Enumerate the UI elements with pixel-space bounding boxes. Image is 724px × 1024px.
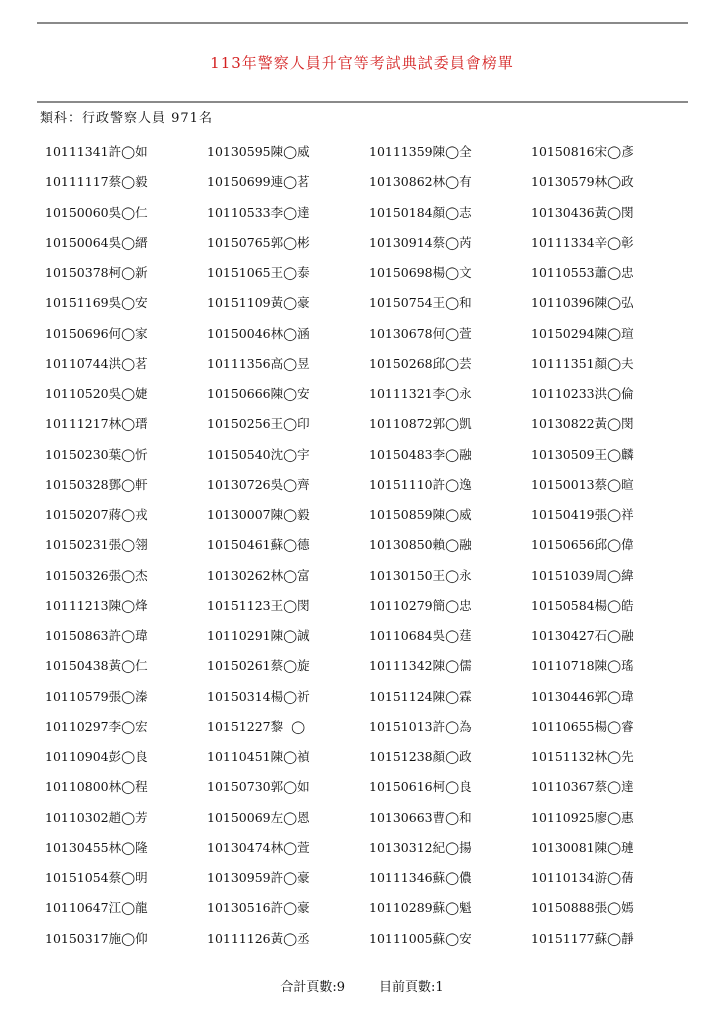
list-item: 10150540沈◯宇 <box>207 446 310 462</box>
list-item: 10150765郭◯彬 <box>207 234 310 250</box>
list-item: 10150754王◯和 <box>369 295 472 311</box>
list-item: 10130262林◯富 <box>207 567 310 583</box>
list-item: 10151065王◯泰 <box>207 265 310 280</box>
list-item: 10150326張◯杰 <box>45 567 148 583</box>
category-label: 類科：行政警察人員 971名 <box>40 111 213 126</box>
list-item: 10130509王◯麟 <box>531 446 634 462</box>
list-item: 10111217林◯瑨 <box>45 416 148 432</box>
list-item: 10130150王◯永 <box>369 567 472 583</box>
list-item: 10150616柯◯良 <box>369 779 472 795</box>
list-item: 10110533李◯達 <box>207 204 310 220</box>
list-item: 10150256王◯印 <box>207 416 310 432</box>
list-item: 10130862林◯有 <box>369 174 472 190</box>
list-item: 10151177蘇◯靜 <box>531 930 634 946</box>
list-item: 10151039周◯緯 <box>531 567 634 583</box>
list-item: 10111117蔡◯毅 <box>45 174 148 190</box>
list-item: 10130595陳◯威 <box>207 144 310 159</box>
list-item: 10110289蘇◯魁 <box>369 900 472 916</box>
list-item: 10111126黃◯丞 <box>207 930 310 946</box>
list-item: 10111356高◯昱 <box>207 355 310 371</box>
list-item: 10150696何◯家 <box>45 325 148 341</box>
list-item: 10150064吳◯縉 <box>45 234 148 250</box>
list-item: 10110872郭◯凱 <box>369 416 472 432</box>
list-item: 10150268邱◯芸 <box>369 355 472 371</box>
list-item: 10150419張◯祥 <box>531 507 634 522</box>
list-item: 10110718陳◯瑤 <box>531 658 634 674</box>
top-rule <box>37 22 688 24</box>
list-item: 10130663曹◯和 <box>369 809 472 825</box>
list-item: 10130427石◯融 <box>531 628 634 643</box>
list-item: 10130436黃◯閔 <box>531 204 634 220</box>
page-title: 113年警察人員升官等考試典試委員會榜單 <box>210 54 514 72</box>
list-item: 10150317施◯仰 <box>45 930 148 946</box>
page-footer <box>0 976 724 995</box>
list-item: 10110684吳◯莛 <box>369 628 472 643</box>
list-item: 10150231張◯翎 <box>45 537 148 553</box>
list-item: 10130081陳◯璉 <box>531 839 634 855</box>
list-item: 10130474林◯萱 <box>207 839 310 855</box>
current-page: 目前頁數:1 <box>379 980 444 995</box>
list-item: 10151238顏◯政 <box>369 749 472 764</box>
total-pages: 合計頁數:9 <box>280 980 345 995</box>
list-item: 10151132林◯先 <box>531 749 634 764</box>
list-item: 10111005蘇◯安 <box>369 930 472 946</box>
list-item: 10151054蔡◯明 <box>45 870 148 885</box>
list-item: 10110579張◯溱 <box>45 688 148 704</box>
list-item: 10110302趙◯芳 <box>45 809 148 825</box>
list-item: 10130312紀◯揚 <box>369 839 472 855</box>
list-item: 10111342陳◯儒 <box>369 658 472 674</box>
list-item: 10150046林◯涵 <box>207 325 310 341</box>
list-item: 10150859陳◯威 <box>369 507 472 522</box>
list-item: 10110520吳◯婕 <box>45 386 148 401</box>
list-item: 10150816宋◯彥 <box>531 144 634 159</box>
list-item: 10150698楊◯文 <box>369 265 472 280</box>
list-item: 10130446郭◯瑋 <box>531 688 634 704</box>
list-item: 10111351顏◯夫 <box>531 355 634 371</box>
list-item: 10110367蔡◯達 <box>531 779 634 795</box>
list-item: 10150378柯◯新 <box>45 265 148 280</box>
list-item: 10150230葉◯忻 <box>45 446 148 462</box>
list-item: 10130455林◯隆 <box>45 839 148 855</box>
list-item: 10151169吳◯安 <box>45 295 148 311</box>
list-item: 10110451陳◯禎 <box>207 749 310 764</box>
list-item: 10151013許◯為 <box>369 718 472 734</box>
list-item: 10110800林◯程 <box>45 779 148 795</box>
list-item: 10150699連◯茗 <box>207 174 310 190</box>
list-item: 10110291陳◯誠 <box>207 628 310 643</box>
list-item: 10150461蘇◯德 <box>207 537 310 553</box>
list-item: 10151110許◯逸 <box>369 476 472 492</box>
list-item: 10110647江◯龍 <box>45 900 148 916</box>
list-item: 10150438黃◯仁 <box>45 658 148 674</box>
list-item: 10150483李◯融 <box>369 446 472 462</box>
list-item: 10150013蔡◯暄 <box>531 476 634 492</box>
header-rule <box>37 101 688 103</box>
list-item: 10111359陳◯全 <box>369 144 472 159</box>
list-item: 10111321李◯永 <box>369 386 472 401</box>
list-item: 10110297李◯宏 <box>45 718 148 734</box>
list-item: 10151123王◯閔 <box>207 597 310 613</box>
list-item: 10150060吳◯仁 <box>45 204 148 220</box>
list-item: 10151124陳◯霖 <box>369 688 472 704</box>
list-item: 10110396陳◯弘 <box>531 295 634 311</box>
list-item: 10150184顏◯志 <box>369 204 472 220</box>
list-item: 10150069左◯恩 <box>207 809 310 825</box>
list-item: 10110279簡◯忠 <box>369 597 472 613</box>
list-item: 10110134游◯蒨 <box>531 870 634 885</box>
list-item: 10150261蔡◯旋 <box>207 658 310 674</box>
list-item: 10110904彭◯良 <box>45 749 148 764</box>
list-item: 10150314楊◯祈 <box>207 688 310 704</box>
list-item: 10130914蔡◯芮 <box>369 234 472 250</box>
list-item: 10110925廖◯惠 <box>531 809 634 825</box>
list-item: 10111341許◯如 <box>45 144 148 159</box>
list-item: 10130678何◯萱 <box>369 325 472 341</box>
list-item: 10150888張◯嫣 <box>531 900 634 916</box>
list-item: 10130007陳◯毅 <box>207 507 310 522</box>
list-item: 10150666陳◯安 <box>207 386 310 401</box>
list-item: 10130726吳◯齊 <box>207 476 310 492</box>
list-item: 10110233洪◯倫 <box>531 386 634 401</box>
list-item: 10110553蕭◯忠 <box>531 265 634 280</box>
list-item: 10130516許◯豪 <box>207 900 310 916</box>
results-list <box>45 137 705 954</box>
list-item: 10150207蔣◯戎 <box>45 507 148 522</box>
list-item: 10111213陳◯烽 <box>45 597 148 613</box>
list-item: 10111346蘇◯儂 <box>369 870 472 885</box>
list-item: 10130850賴◯融 <box>369 537 472 553</box>
list-item: 10130822黃◯閔 <box>531 416 634 432</box>
list-item: 10150328鄧◯軒 <box>45 476 148 492</box>
list-item: 10150730郭◯如 <box>207 779 310 795</box>
list-item: 10150294陳◯瑄 <box>531 325 634 341</box>
list-item: 10110744洪◯茗 <box>45 355 148 371</box>
list-item: 10151109黃◯豪 <box>207 295 310 311</box>
list-item: 10150584楊◯皓 <box>531 597 634 613</box>
list-item: 10150656邱◯偉 <box>531 537 634 553</box>
list-item: 10110655楊◯睿 <box>531 718 634 734</box>
list-item: 10150863許◯瑋 <box>45 628 148 643</box>
list-item: 10151227黎 ◯ <box>207 718 306 734</box>
list-item: 10130579林◯政 <box>531 174 634 190</box>
list-item: 10111334辛◯彰 <box>531 234 634 250</box>
list-item: 10130959許◯豪 <box>207 870 310 885</box>
